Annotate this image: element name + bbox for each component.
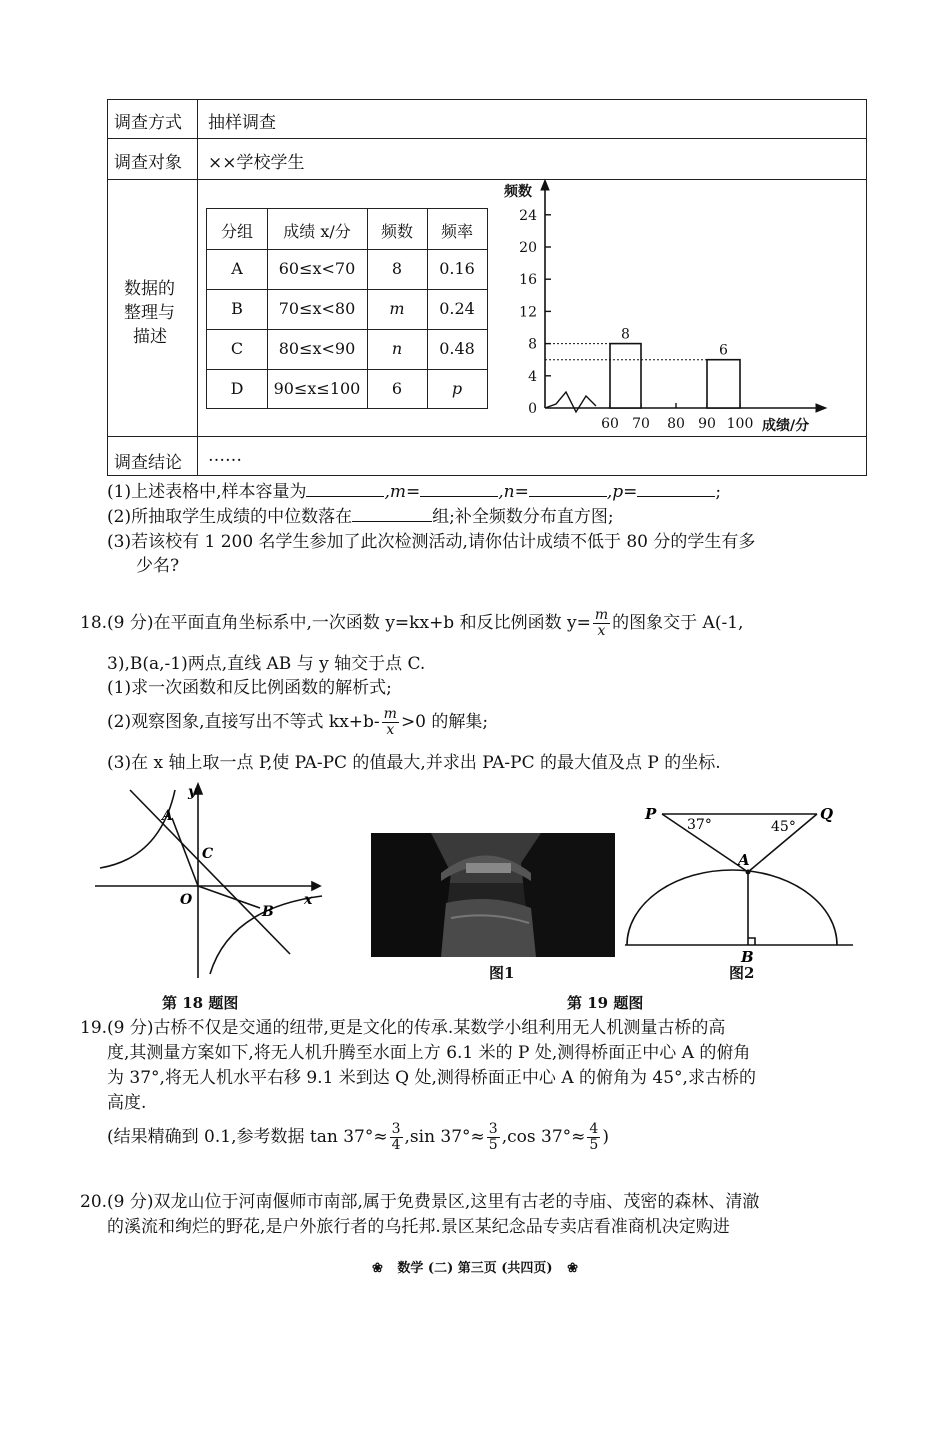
freq-header-cell: 成绩 x/分: [283, 222, 351, 241]
figure-18-graph: [90, 778, 330, 988]
freq-table-cell: A: [231, 259, 243, 278]
freq-table-cell: 6: [391, 379, 403, 398]
x-axis-title: 成绩/分: [762, 418, 810, 434]
q17-part3-line2: 少名?: [136, 556, 180, 576]
freq-table-cell: D: [230, 379, 244, 398]
bar-value-label: 8: [621, 326, 630, 343]
freq-table-cell: n: [391, 339, 403, 358]
q20-line2: 的溪流和绚烂的野花,是户外旅行者的乌托邦.景区某纪念品专卖店看准商机决定购进: [107, 1217, 730, 1237]
q19-line1: 19.(9 分)古桥不仅是交通的纽带,更是文化的传承.某数学小组利用无人机测量古桥的高: [80, 1018, 726, 1038]
footer-ornament-right: ❀: [567, 1261, 579, 1276]
q18-stem-line1: 18.(9 分)在平面直角坐标系中,一次函数 y=kx+b 和反比例函数 y= $\frac{m}{x}$ 的图象交于 A(-1,: [80, 607, 744, 639]
histogram-bar: [707, 360, 740, 408]
fig18-label-x: x: [304, 892, 313, 908]
freq-table-cell: C: [230, 339, 244, 358]
x-tick-label: 60: [601, 416, 619, 432]
fig19-angle-45: 45°: [771, 819, 796, 835]
data-label-line2: 整理与: [124, 303, 175, 323]
conclusion-label: 调查结论: [114, 453, 182, 473]
fig19-label-a: A: [738, 851, 750, 869]
freq-header-cell: 分组: [220, 222, 253, 241]
segment-ob: [198, 886, 260, 908]
fig19-label-b: B: [741, 948, 754, 966]
fig18-label-a: A: [162, 808, 173, 824]
fig18-label-c: C: [202, 846, 214, 862]
data-label-line3: 描述: [133, 327, 167, 347]
right-angle-mark: [748, 938, 755, 945]
freq-table-cell: 0.48: [439, 339, 475, 358]
hyperbola-branch-upper: [100, 790, 175, 868]
y-tick-label: 20: [519, 240, 537, 256]
q19-reference-data: (结果精确到 0.1,参考数据 tan 37°≈ $\frac{3}{4}$ ,sin 37°≈ $\frac{3}{5}$ ,cos 37°≈ $\frac{4}{5}$ ): [107, 1121, 609, 1153]
freq-table-cell: m: [389, 299, 405, 318]
object-label: 调查对象: [114, 153, 182, 173]
data-label-line1: 数据的: [124, 279, 175, 299]
freq-table-cell: 0.16: [439, 259, 475, 278]
q18-stem-line2: 3),B(a,-1)两点,直线 AB 与 y 轴交于点 C.: [107, 654, 426, 674]
x-tick-label: 100: [726, 416, 754, 432]
fig18-caption: 第 18 题图: [162, 994, 239, 1012]
freq-table-cell: 70≤x<80: [278, 299, 356, 318]
fig19-label-p: P: [645, 805, 657, 823]
object-value: ××学校学生: [208, 153, 305, 173]
fig19-caption: 第 19 题图: [567, 994, 644, 1012]
freq-header-cell: 频数: [380, 222, 413, 241]
y-tick-label: 16: [519, 272, 537, 289]
bar-value-label: 6: [719, 342, 728, 359]
q17-part2: (2)所抽取学生成绩的中位数落在 组;补全频数分布直方图;: [107, 507, 614, 527]
freq-table-cell: 80≤x<90: [278, 339, 356, 358]
segment-ao: [172, 818, 198, 886]
method-label: 调查方式: [114, 113, 182, 133]
y-tick-label: 0: [528, 401, 537, 417]
bridge-photo: [371, 833, 615, 957]
freq-table-cell: 8: [391, 259, 403, 278]
y-tick-label: 24: [519, 207, 537, 224]
histogram-x-arrow: [816, 404, 826, 412]
y-tick-label: 4: [528, 368, 537, 385]
q19-line3: 为 37°,将无人机水平右移 9.1 米到达 Q 处,测得桥面正中心 A 的俯角为 45°,求古桥的: [107, 1068, 756, 1088]
freq-table-cell: B: [231, 299, 243, 318]
freq-table-cell: 90≤x≤100: [273, 379, 361, 398]
histogram-y-arrow: [541, 180, 549, 190]
q17-part3-line1: (3)若该校有 1 200 名学生参加了此次检测活动,请你估计成绩不低于 80 分的学生有多: [107, 532, 756, 552]
frequency-histogram: [500, 178, 840, 440]
conclusion-value: ……: [208, 446, 242, 466]
y-axis-title: 频数: [504, 184, 532, 200]
footer-text: 数学 (二) 第三页 (共四页): [397, 1261, 553, 1276]
x-axis-arrow: [312, 882, 320, 890]
line-ab: [130, 790, 290, 954]
q18-part1: (1)求一次函数和反比例函数的解析式;: [107, 678, 392, 698]
q18-part3: (3)在 x 轴上取一点 P,使 PA-PC 的值最大,并求出 PA-PC 的最大值及点 P 的坐标.: [107, 753, 721, 773]
q18-part2: (2)观察图象,直接写出不等式 kx+b- $\frac{m}{x}$ >0 的解集;: [107, 706, 489, 738]
y-tick-label: 8: [528, 336, 537, 353]
fig18-label-y: y: [188, 784, 197, 800]
x-tick-label: 70: [632, 416, 650, 432]
page-footer: [350, 1257, 600, 1276]
fig19-label-q: Q: [820, 805, 834, 823]
frequency-table: [206, 208, 488, 409]
q20-line1: 20.(9 分)双龙山位于河南偃师市南部,属于免费景区,这里有古老的寺庙、茂密的森林、清澈: [80, 1192, 760, 1212]
fig19-diagram-caption: 图2: [729, 964, 755, 982]
footer-ornament-left: ❀: [371, 1261, 383, 1276]
axis-break-zigzag: [545, 392, 596, 412]
method-value: 抽样调查: [208, 113, 276, 133]
fig19-angle-37: 37°: [687, 817, 712, 833]
figure-19-diagram: [625, 800, 855, 980]
freq-table-cell: 0.24: [439, 299, 475, 318]
freq-table-cell: 60≤x<70: [278, 259, 356, 278]
freq-table-cell: p: [451, 379, 463, 398]
freq-header-cell: 频率: [440, 222, 473, 241]
y-tick-label: 12: [519, 304, 537, 321]
fig19-image-caption: 图1: [489, 964, 515, 982]
point-a: [746, 870, 751, 875]
q19-line4: 高度.: [107, 1093, 147, 1113]
histogram-bar: [610, 344, 641, 408]
q17-part1: (1)上述表格中,样本容量为 ,m= ,n= ,p= ;: [107, 482, 722, 502]
fig18-label-o: O: [180, 892, 193, 908]
x-tick-label: 80: [667, 416, 685, 432]
bridge-arc: [627, 870, 837, 945]
q19-line2: 度,其测量方案如下,将无人机升腾至水面上方 6.1 米的 P 处,测得桥面正中心 A 的俯角: [107, 1043, 751, 1063]
fig18-label-b: B: [262, 904, 274, 920]
x-tick-label: 90: [698, 416, 716, 432]
